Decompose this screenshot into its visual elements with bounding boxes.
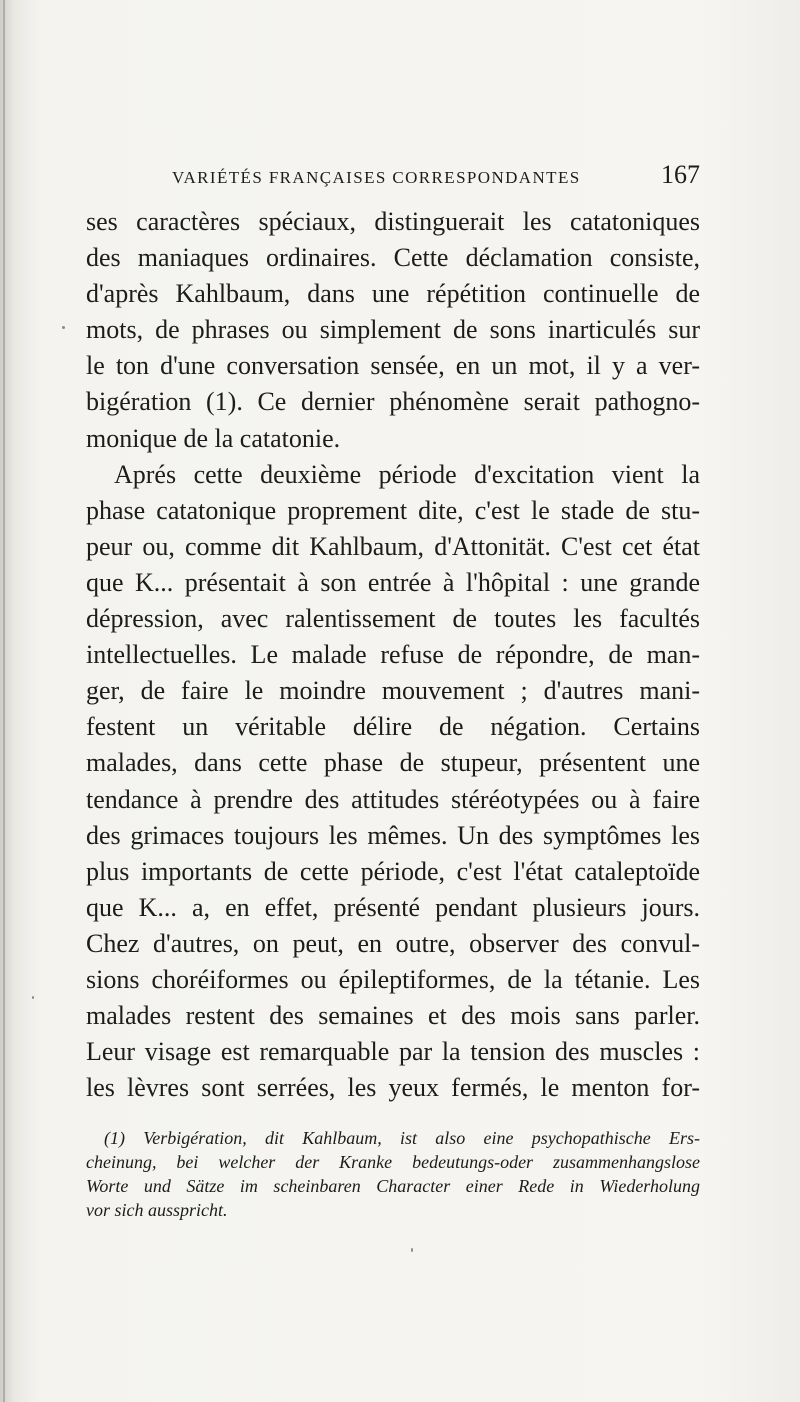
text-line: ger, de faire le moindre mouvement ; d'autres mani- [86,676,700,706]
text-line: peur ou, comme dit Kahlbaum, d'Attonität. C'est cet état [86,531,700,561]
text-line: des grimaces toujours les mêmes. Un des symptômes les [86,820,700,850]
text-line: malades, dans cette phase de stupeur, présentent une [86,748,700,778]
text-line: malades restent des semaines et des mois sans parler. [86,1001,700,1031]
text-line: festent un véritable délire de négation. Certains [86,712,700,742]
text-line: Chez d'autres, on peut, en outre, observer des convul- [86,928,700,958]
text-line: bigération (1). Ce dernier phénomène serait pathogno- [86,387,700,417]
text-line: mots, de phrases ou simplement de sons inarticulés sur [86,315,700,345]
text-line: sions choréiformes ou épileptiformes, de la tétanie. Les [86,964,700,994]
text-line: le ton d'une conversation sensée, en un mot, il y a ver- [86,351,700,381]
text-line: que K... présentait à son entrée à l'hôpital : une grande [86,567,700,597]
text-line: des maniaques ordinaires. Cette déclamation consiste, [86,243,700,273]
text-line: tendance à prendre des attitudes stéréotypées ou à faire [86,784,700,814]
page-number: 167 [661,160,700,189]
page-header [86,156,700,196]
footnote [86,1126,700,1222]
footnote-line: vor sich ausspricht. [86,1200,228,1220]
text-line: plus importants de cette période, c'est l'état cataleptoïde [86,856,700,886]
scan-speck [32,996,34,999]
footnote-line: Worte und Sätze im scheinbaren Character einer Rede in Wiederholung [86,1176,700,1196]
text-line: d'après Kahlbaum, dans une répétition continuelle de [86,279,700,309]
footnote-line: (1) Verbigération, dit Kahlbaum, ist also eine psychopathische Ers- [104,1128,700,1148]
text-line: phase catatonique proprement dite, c'est le stade de stu- [86,495,700,525]
page-gutter-edge [3,0,5,1402]
text-line: Aprés cette deuxième période d'excitation vient la [114,459,700,489]
scan-speck [411,1248,413,1252]
body-text [86,204,700,1106]
scan-speck [62,326,65,329]
text-line: dépression, avec ralentissement de toutes les facultés [86,604,700,634]
text-line: ses caractères spéciaux, distinguerait les catatoniques [86,207,700,236]
footnote-line: cheinung, bei welcher der Kranke bedeutungs-oder zusammenhangslose [86,1152,700,1172]
text-line: monique de la catatonie. [86,423,341,453]
text-line: les lèvres sont serrées, les yeux fermés, le menton for- [86,1073,700,1103]
text-line: intellectuelles. Le malade refuse de répondre, de man- [86,640,700,670]
text-line: que K... a, en effet, présenté pendant plusieurs jours. [86,892,700,922]
running-head: VARIÉTÉS FRANÇAISES CORRESPONDANTES [172,168,581,187]
text-line: Leur visage est remarquable par la tension des muscles : [86,1037,700,1067]
